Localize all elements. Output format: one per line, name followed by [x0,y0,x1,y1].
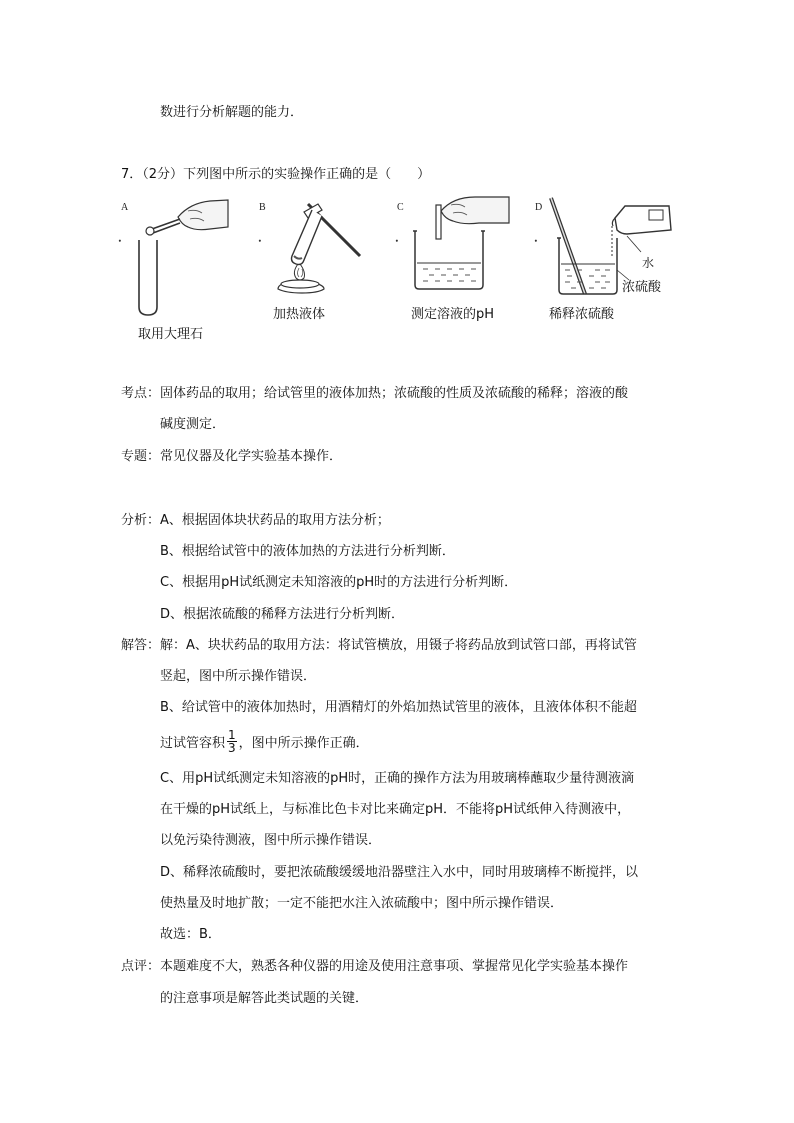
jieda-b-line-2 [160,726,369,756]
fenxi-line-d: D、根据浓硫酸的稀释方法进行分析判断． [160,607,405,622]
question-score: （2分） [142,167,184,182]
option-b-letter: B [259,202,266,213]
top-line: 数进行分析解题的能力． [160,105,304,120]
kaodian-line-2: 碱度测定． [160,417,226,432]
option-c-letter: C [397,202,404,213]
option-d-letter: D [535,202,543,213]
option-b-figure [268,198,368,293]
dianping-label: 点评： [121,959,161,974]
option-a-dot: ． [118,230,131,244]
jieda-c-line-1: C、用pH试纸测定未知溶液的pH时，正确的操作方法为用玻璃棒蘸取少量待测液滴 [160,771,635,786]
option-d-dot: ． [534,230,547,244]
fenxi-line-c: C、根据用pH试纸测定未知溶液的pH时的方法进行分析判断． [160,575,518,590]
question-text: 下列图中所示的实验操作正确的是（ ） [183,167,431,182]
option-c-caption: 测定溶液的pH [411,307,495,322]
option-b-dot: ． [258,230,271,244]
jieda-d-line-1: D、稀释浓硫酸时，要把浓硫酸缓缓地沿器壁注入水中，同时用玻璃棒不断搅拌，以 [160,865,639,880]
jieda-c-line-3: 以免污染待测液，图中所示操作错误． [160,833,382,848]
option-c-dot: ． [395,230,408,244]
jieda-a-line-1: 解：A、块状药品的取用方法：将试管横放，用镊子将药品放到试管口部，再将试管 [160,638,637,653]
dianping-line-1: 本题难度不大，熟悉各种仪器的用途及使用注意事项、掌握常见化学实验基本操作 [160,959,629,974]
fraction-numerator: 1 [228,727,236,742]
kaodian-label: 考点： [121,386,161,401]
jieda-b-line-2-post: ，图中所示操作正确． [238,735,369,751]
option-d-label-acid: 浓硫酸 [622,280,662,295]
fraction-one-third [227,729,237,754]
zhuanti-text: 常见仪器及化学实验基本操作． [160,449,343,464]
option-d-caption: 稀释浓硫酸 [549,307,615,322]
option-a-caption: 取用大理石 [138,327,204,342]
option-a-letter: A [121,202,129,213]
fenxi-line-b: B、根据给试管中的液体加热的方法进行分析判断． [160,544,455,559]
kaodian-line-1: 固体药品的取用；给试管里的液体加热；浓硫酸的性质及浓硫酸的稀释；溶液的酸 [160,386,629,401]
question-number: 7． [121,167,143,182]
jieda-b-line-1: B、给试管中的液体加热时，用酒精灯的外焰加热试管里的液体，且液体体积不能超 [160,700,637,715]
fenxi-label: 分析： [121,513,161,528]
question-stem [121,166,430,184]
dianping-line-2: 的注意事项是解答此类试题的关键． [160,991,369,1006]
fraction-denominator: 3 [228,740,236,755]
jieda-label: 解答： [121,638,161,653]
zhuanti-label: 专题： [121,449,161,464]
jieda-b-line-2-pre: 过试管容积 [160,735,226,751]
jieda-answer: 故选：B． [160,927,221,942]
option-a-figure [130,195,230,320]
jieda-c-line-2: 在干燥的pH试纸上，与标准比色卡对比来确定pH．不能将pH试纸伸入待测液中， [160,802,631,817]
jieda-a-line-2: 竖起，图中所示操作错误． [160,669,317,684]
jieda-d-line-2: 使热量及时地扩散；一定不能把水注入浓硫酸中；图中所示操作错误． [160,896,564,911]
option-b-caption: 加热液体 [273,307,326,322]
option-c-figure [405,193,510,293]
fenxi-line-a: A、根据固体块状药品的取用方法分析； [160,513,390,528]
option-d-label-water: 水 [642,256,655,270]
